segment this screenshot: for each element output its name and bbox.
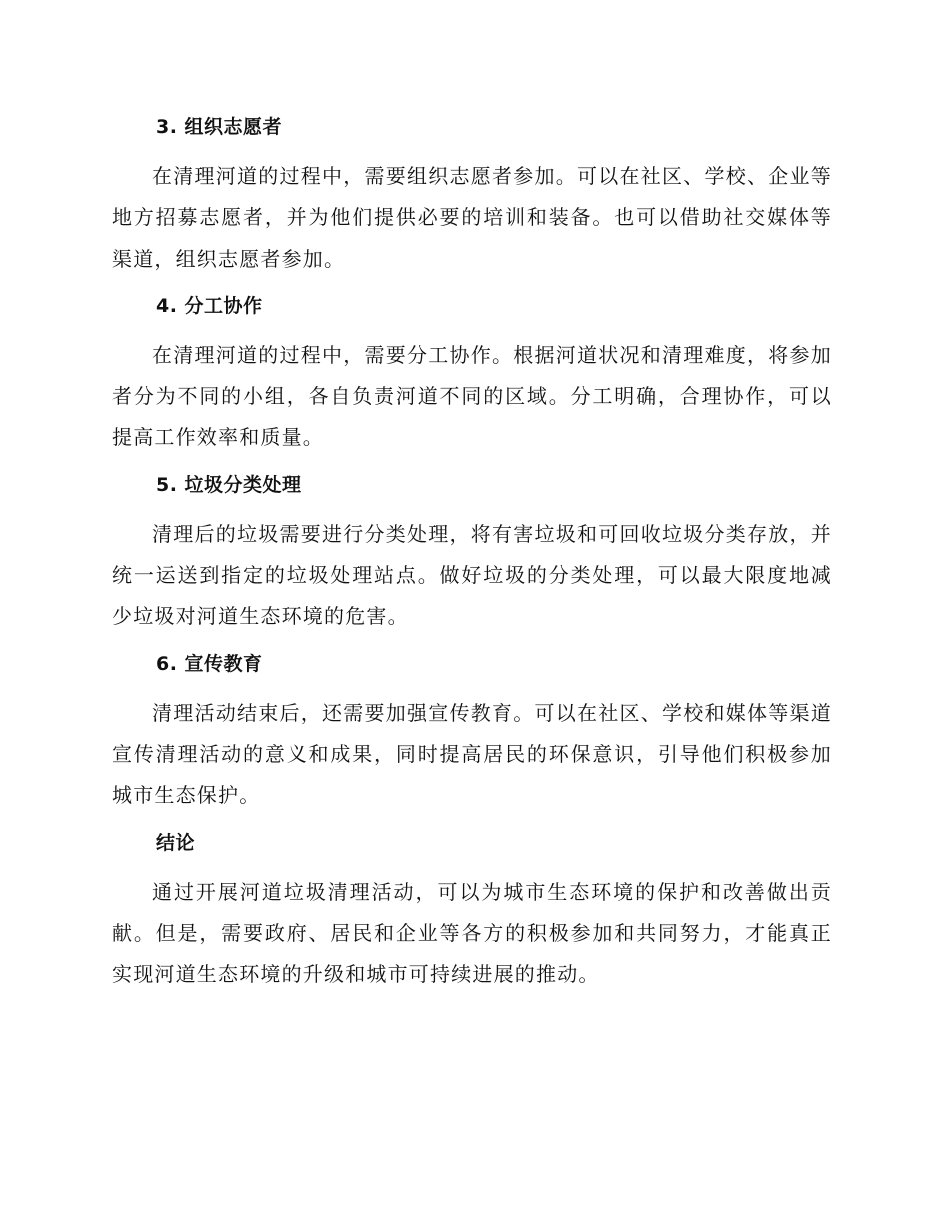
document-body: [112, 112, 832, 1006]
section-garbage-sorting: [112, 470, 832, 638]
section-division-of-labor: [112, 291, 832, 459]
section-publicity-education: [112, 649, 832, 817]
section-paragraph: 在清理河道的过程中，需要分工协作。根据河道状况和清理难度，将参加者分为不同的小组，各自负责河道不同的区域。分工明确，合理协作，可以提高工作效率和质量。: [112, 342, 832, 450]
section-conclusion: [112, 828, 832, 996]
section-paragraph: 在清理河道的过程中，需要组织志愿者参加。可以在社区、学校、企业等地方招募志愿者，并为他们提供必要的培训和装备。也可以借助社交媒体等渠道，组织志愿者参加。: [112, 164, 832, 271]
section-paragraph: 清理活动结束后，还需要加强宣传教育。可以在社区、学校和媒体等渠道宣传清理活动的意义和成果，同时提高居民的环保意识，引导他们积极参加城市生态保护。: [112, 700, 832, 808]
section-heading: 结论: [156, 831, 196, 854]
section-paragraph: 通过开展河道垃圾清理活动，可以为城市生态环境的保护和改善做出贡献。但是，需要政府、居民和企业等各方的积极参加和共同努力，才能真正实现河道生态环境的升级和城市可持续进展的推动。: [112, 879, 832, 987]
section-heading: 3. 组织志愿者: [156, 116, 283, 138]
section-heading: 5. 垃圾分类处理: [156, 473, 302, 496]
section-organize-volunteers: [112, 112, 832, 280]
section-heading: 6. 宣传教育: [156, 652, 263, 675]
section-paragraph: 清理后的垃圾需要进行分类处理，将有害垃圾和可回收垃圾分类存放，并统一运送到指定的垃圾处理站点。做好垃圾的分类处理，可以最大限度地减少垃圾对河道生态环境的危害。: [112, 521, 832, 629]
section-heading: 4. 分工协作: [156, 294, 263, 317]
